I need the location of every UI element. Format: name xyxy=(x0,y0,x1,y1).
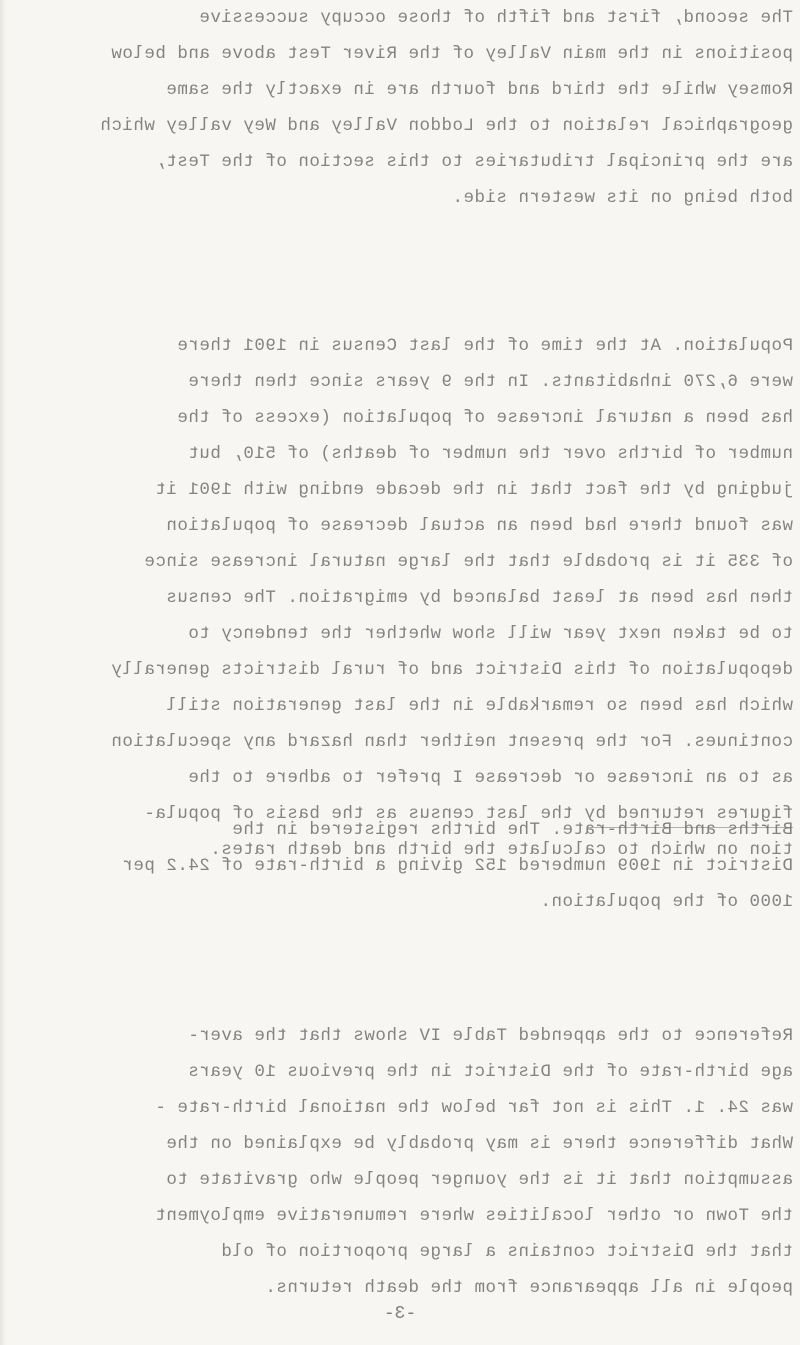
text-line: age birth-rate of the District in the previous 10 years xyxy=(187,1062,793,1082)
text-line: both being on its western side. xyxy=(451,188,793,208)
text-line: was 24. 1. This is not far below the national birth-rate - xyxy=(154,1098,793,1118)
paragraph-population xyxy=(58,328,793,868)
text-line: number of births over the number of deaths) of 510, but xyxy=(187,444,793,464)
paragraph-births xyxy=(58,812,793,920)
text-line: figures returned by the last census as the basis of popula- xyxy=(143,804,793,824)
text-line: are the principal tributaries to this section of the Test, xyxy=(154,152,793,172)
text-line: were 6,270 inhabitants. In the 9 years since then there xyxy=(187,372,793,392)
text-line: 1000 of the population. xyxy=(539,892,793,912)
binding-edge xyxy=(0,0,6,1345)
text-line: Reference to the appended Table IV shows that the aver- xyxy=(187,1026,793,1046)
text-line: tion on which to calculate the birth and death rates. xyxy=(209,840,793,860)
text-line: then has been at least balanced by emigration. The census xyxy=(165,588,793,608)
page-number: -3- xyxy=(383,1304,417,1324)
text-line: geographical relation to the Loddon Valley and Wey valley which xyxy=(99,116,793,136)
text-line: that the District contains a large proportion of old xyxy=(220,1242,793,1262)
text-line: continues. For the present neither than hazard any speculation xyxy=(110,732,793,752)
text-line: of 335 it is probable that the large natural increase since xyxy=(143,552,793,572)
text-line: assumption that it is the younger people who gravitate to xyxy=(165,1170,793,1190)
paragraph-1 xyxy=(58,0,793,216)
paragraph-reference xyxy=(58,1018,793,1306)
text-line: which has been so remarkable in the last generation still xyxy=(165,696,793,716)
text-line: Population. At the time of the last Census in 1901 there xyxy=(176,336,793,356)
text-line: people in all appearance from the death returns. xyxy=(264,1278,793,1298)
text-line: Births and Birth-rate. The births registered in the xyxy=(231,820,793,840)
text-line: as to an increase or decrease I prefer to adhere to the xyxy=(187,768,793,788)
text-line: the Town or other localities where remunerative employment xyxy=(154,1206,793,1226)
text-line: was found there had been an actual decrease of population xyxy=(165,516,793,536)
text-line: The second, first and fifth of those occupy successive xyxy=(198,8,793,28)
text-line: has been a natural increase of population (excess of the xyxy=(176,408,793,428)
text-line: to be taken next year will show whether the tendency to xyxy=(187,624,793,644)
text-line: District in 1909 numbered 152 giving a birth-rate of 24.2 per xyxy=(121,856,793,876)
text-line: depopulation of this District and of rural districts generally xyxy=(110,660,793,680)
text-line: positions in the main Valley of the River Test above and below xyxy=(110,44,793,64)
text-line: Romsey while the third and fourth are in exactly the same xyxy=(165,80,793,100)
text-line: judging by the fact that in the decade ending with 1901 it xyxy=(154,480,793,500)
text-line: What difference there is may probably be explained on the xyxy=(165,1134,793,1154)
